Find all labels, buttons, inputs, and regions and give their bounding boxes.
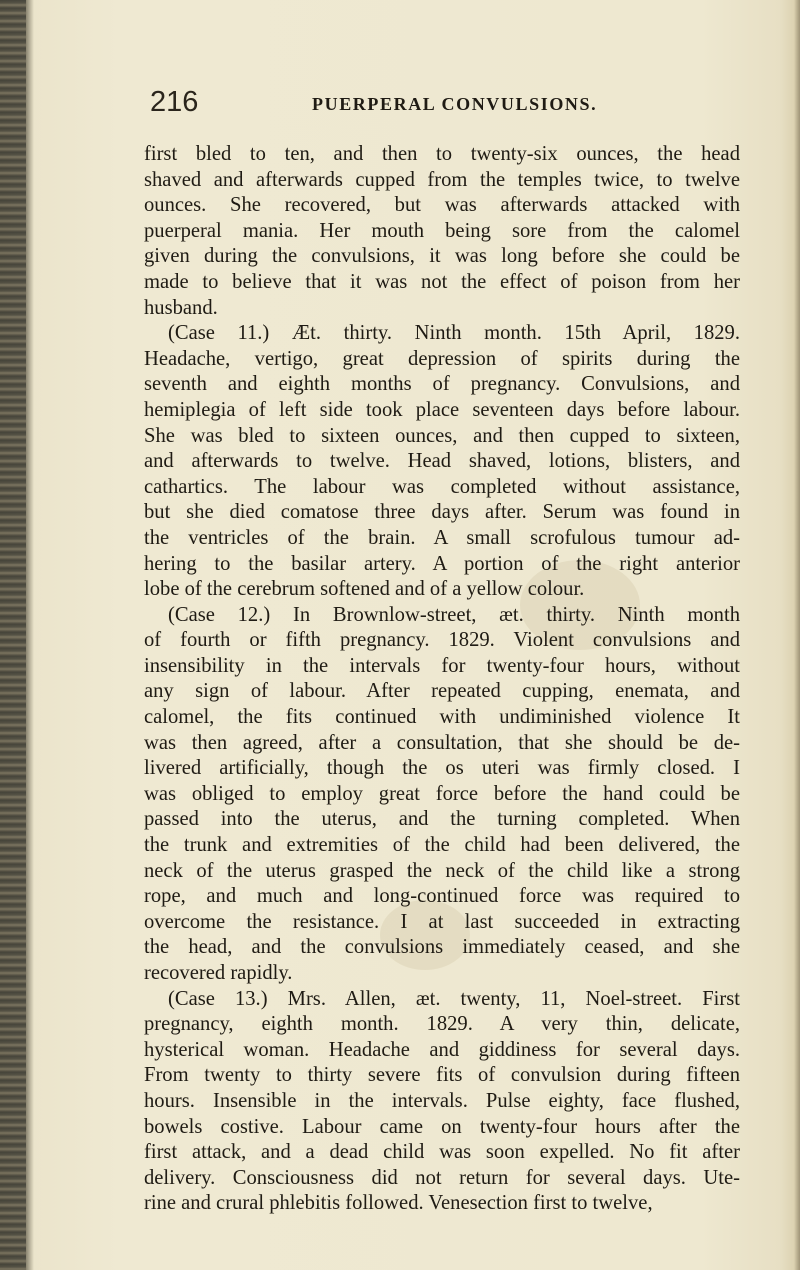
text-line: was then agreed, after a consultation, that she should be de- [144, 731, 740, 754]
text-line: delivery. Consciousness did not return for several days. Ute- [144, 1166, 740, 1189]
text-line: pregnancy, eighth month. 1829. A very thin, delicate, [144, 1013, 740, 1036]
text-line: neck of the uterus grasped the neck of the child like a strong [144, 859, 740, 882]
page-number: 216 [150, 86, 199, 118]
text-line: bowels costive. Labour came on twenty-four hours after the [144, 1115, 740, 1138]
text-line: She was bled to sixteen ounces, and then cupped to sixteen, [144, 424, 740, 447]
text-line: puerperal mania. Her mouth being sore from the calomel [144, 219, 740, 242]
text-line: hering to the basilar artery. A portion of the right anterior [144, 552, 740, 575]
text-line: From twenty to thirty severe fits of convulsion during fifteen [144, 1064, 740, 1087]
text-line: (Case 11.) Æt. thirty. Ninth month. 15th April, 1829. [168, 322, 740, 345]
text-line: hysterical woman. Headache and giddiness for several days. [144, 1038, 740, 1061]
text-line: of fourth or fifth pregnancy. 1829. Violent convulsions and [144, 629, 740, 652]
text-line: made to believe that it was not the effect of poison from her [144, 270, 740, 293]
gutter-shadow [26, 0, 34, 1270]
text-line: any sign of labour. After repeated cupping, enemata, and [144, 680, 740, 703]
text-line: livered artificially, though the os uteri was firmly closed. I [144, 757, 740, 780]
text-line: (Case 13.) Mrs. Allen, æt. twenty, 11, Noel-street. First [168, 987, 740, 1010]
text-line: lobe of the cerebrum softened and of a yellow colour. [144, 578, 585, 601]
text-line: but she died comatose three days after. Serum was found in [144, 501, 740, 524]
text-line: the trunk and extremities of the child had been delivered, the [144, 834, 740, 857]
text-line: first bled to ten, and then to twenty-six ounces, the head [144, 143, 740, 165]
text-line: overcome the resistance. I at last succeeded in extracting [144, 910, 740, 933]
book-binding [0, 0, 26, 1270]
text-line: hours. Insensible in the intervals. Pulse eighty, face flushed, [144, 1089, 740, 1112]
text-line: hemiplegia of left side took place seventeen days before labour. [144, 398, 740, 421]
body-text [144, 142, 740, 1217]
text-line: rine and crural phlebitis followed. Venesection first to twelve, [144, 1192, 653, 1215]
text-line: calomel, the fits continued with undiminished violence It [144, 706, 740, 729]
text-line: cathartics. The labour was completed without assistance, [144, 475, 740, 498]
text-line: Headache, vertigo, great depression of spirits during the [144, 347, 740, 370]
text-line: passed into the uterus, and the turning completed. When [144, 808, 740, 831]
running-title: PUERPERAL CONVULSIONS. [312, 94, 598, 114]
text-line: and afterwards to twelve. Head shaved, lotions, blisters, and [144, 450, 740, 473]
running-head [0, 86, 800, 126]
text-line: recovered rapidly. [144, 962, 293, 984]
text-line: husband. [144, 296, 218, 319]
text-line: first attack, and a dead child was soon expelled. No fit after [144, 1141, 740, 1164]
text-line: insensibility in the intervals for twenty-four hours, without [144, 654, 740, 677]
page-edge [794, 0, 800, 1270]
text-line: (Case 12.) In Brownlow-street, æt. thirty. Ninth month [168, 603, 740, 626]
text-line: seventh and eighth months of pregnancy. Convulsions, and [144, 373, 740, 396]
text-line: was obliged to employ great force before the hand could be [144, 782, 740, 805]
text-line: the ventricles of the brain. A small scrofulous tumour ad- [144, 526, 740, 549]
text-line: the head, and the convulsions immediately ceased, and she [144, 936, 740, 959]
text-line: given during the convulsions, it was long before she could be [144, 245, 740, 268]
text-line: shaved and afterwards cupped from the temples twice, to twelve [144, 168, 740, 191]
text-line: rope, and much and long-continued force was required to [144, 885, 740, 908]
text-line: ounces. She recovered, but was afterwards attacked with [144, 194, 740, 217]
